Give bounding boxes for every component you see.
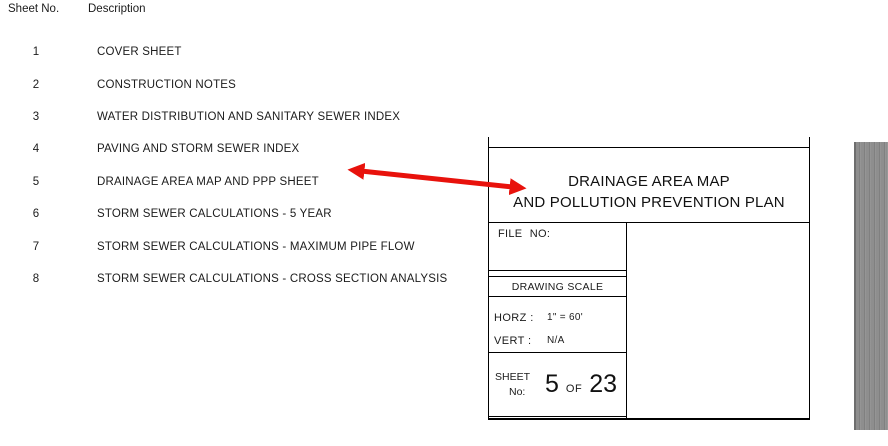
sheet-number: 8 (32, 272, 40, 285)
horz-value: 1" = 60' (547, 312, 583, 323)
sheet-description: COVER SHEET (97, 46, 182, 59)
index-row-6 (0, 198, 470, 230)
sheet-description: CONSTRUCTION NOTES (97, 78, 237, 91)
sheet-number: 7 (32, 240, 40, 253)
sheet-number: 3 (32, 110, 40, 123)
sheet-number-labels (489, 370, 541, 400)
sheet-label: SHEET (495, 370, 531, 383)
drawing-title-line2: AND POLLUTION PREVENTION PLAN (513, 194, 785, 211)
drawing-title (488, 147, 810, 222)
sheet-no-label: No: (509, 385, 526, 398)
sheet-number: 6 (32, 208, 40, 221)
sheet-no-column-header: Sheet No. (8, 3, 60, 15)
index-row-8 (0, 263, 470, 295)
index-row-1 (0, 36, 470, 68)
horz-scale-row (489, 306, 626, 329)
total-sheet-count: 23 (589, 370, 617, 398)
sheet-index-rows (0, 15, 470, 295)
index-row-2 (0, 68, 470, 100)
index-row-3 (0, 101, 470, 133)
vert-label: VERT : (494, 334, 532, 347)
sheet-index-header (0, 0, 470, 15)
sheet-number-value (541, 370, 617, 399)
sheet-description: STORM SEWER CALCULATIONS - 5 YEAR (97, 208, 332, 221)
horz-label: HORZ : (494, 311, 534, 324)
sheet-description: STORM SEWER CALCULATIONS - CROSS SECTION ANALYSIS (97, 272, 448, 285)
title-block-column-divider (626, 222, 627, 418)
sheet-index (0, 0, 470, 295)
index-row-7 (0, 230, 470, 262)
vert-scale-row (489, 329, 626, 352)
file-no-cell (489, 223, 626, 271)
sheet-description: PAVING AND STORM SEWER INDEX (97, 143, 300, 156)
sheet-number: 5 (32, 175, 40, 188)
vert-value: N/A (547, 335, 565, 346)
sheet-description: DRAINAGE AREA MAP AND PPP SHEET (97, 175, 319, 188)
index-row-5 (0, 166, 470, 198)
sheet-number: 1 (32, 46, 40, 59)
drawing-title-line1: DRAINAGE AREA MAP (568, 173, 730, 190)
drawing-scale-label: DRAWING SCALE (511, 280, 604, 293)
sheet-number: 2 (32, 78, 40, 91)
sheet-description: WATER DISTRIBUTION AND SANITARY SEWER INDEX (97, 110, 401, 123)
description-column-header: Description (88, 3, 146, 15)
sheet-number-cell (489, 353, 626, 417)
current-sheet-number: 5 (545, 370, 559, 398)
sheet-description: STORM SEWER CALCULATIONS - MAXIMUM PIPE FLOW (97, 240, 415, 253)
drawing-scale-cell (489, 297, 626, 353)
file-no-label: FILE NO: (498, 228, 551, 240)
index-row-4 (0, 133, 470, 165)
drawing-scale-header-cell (489, 276, 626, 297)
sheet-number: 4 (32, 143, 40, 156)
page-edge-strip (854, 142, 888, 430)
of-label: OF (565, 383, 583, 395)
